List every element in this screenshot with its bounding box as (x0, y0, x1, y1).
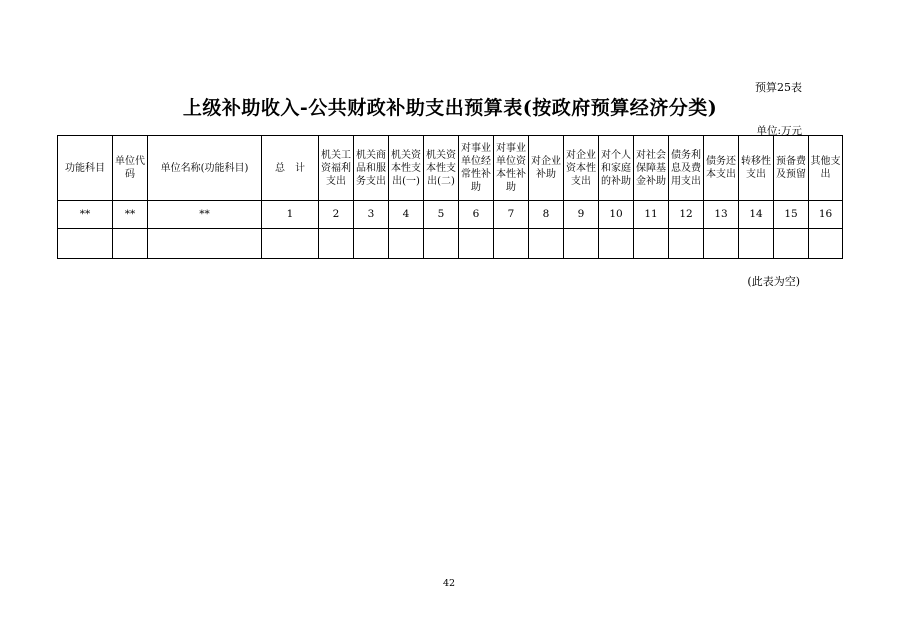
index-cell: 4 (389, 201, 424, 229)
header-cell: 机关资本性支出(一) (389, 136, 424, 201)
index-cell: 8 (529, 201, 564, 229)
index-cell: 11 (634, 201, 669, 229)
index-cell: 5 (424, 201, 459, 229)
index-cell: ** (148, 201, 262, 229)
header-cell: 总 计 (262, 136, 319, 201)
header-cell: 单位代码 (113, 136, 148, 201)
page-number: 42 (442, 578, 456, 589)
header-cell: 对事业单位经常性补助 (459, 136, 494, 201)
empty-data-row (58, 229, 843, 259)
form-number: 预算25表 (755, 81, 802, 94)
empty-cell (58, 229, 113, 259)
empty-cell (529, 229, 564, 259)
header-cell: 转移性支出 (739, 136, 774, 201)
index-cell: 9 (564, 201, 599, 229)
empty-cell (564, 229, 599, 259)
header-cell: 功能科目 (58, 136, 113, 201)
unit-label: 单位:万元 (756, 125, 802, 137)
empty-cell (739, 229, 774, 259)
index-cell: 15 (774, 201, 809, 229)
index-cell: 12 (669, 201, 704, 229)
empty-cell (459, 229, 494, 259)
header-cell: 机关资本性支出(二) (424, 136, 459, 201)
page-title: 上级补助收入-公共财政补助支出预算表(按政府预算经济分类) (182, 97, 718, 119)
header-cell: 单位名称(功能科目) (148, 136, 262, 201)
empty-cell (148, 229, 262, 259)
header-cell: 预备费及预留 (774, 136, 809, 201)
empty-cell (634, 229, 669, 259)
index-cell: 3 (354, 201, 389, 229)
index-cell: 7 (494, 201, 529, 229)
empty-cell (113, 229, 148, 259)
index-cell: ** (58, 201, 113, 229)
index-cell: 1 (262, 201, 319, 229)
empty-cell (494, 229, 529, 259)
empty-cell (319, 229, 354, 259)
header-cell: 对事业单位资本性补助 (494, 136, 529, 201)
empty-cell (262, 229, 319, 259)
budget-table (57, 135, 843, 259)
index-row (58, 201, 843, 229)
index-cell: 14 (739, 201, 774, 229)
empty-cell (774, 229, 809, 259)
empty-cell (389, 229, 424, 259)
empty-table-note: (此表为空) (747, 275, 800, 288)
header-row (58, 136, 843, 201)
header-cell: 机关商品和服务支出 (354, 136, 389, 201)
header-cell: 机关工资福利支出 (319, 136, 354, 201)
header-cell: 对个人和家庭的补助 (599, 136, 634, 201)
header-cell: 对企业补助 (529, 136, 564, 201)
header-cell: 对企业资本性支出 (564, 136, 599, 201)
header-cell: 对社会保障基金补助 (634, 136, 669, 201)
index-cell: 13 (704, 201, 739, 229)
index-cell: 10 (599, 201, 634, 229)
empty-cell (809, 229, 843, 259)
empty-cell (599, 229, 634, 259)
empty-cell (354, 229, 389, 259)
index-cell: ** (113, 201, 148, 229)
empty-cell (669, 229, 704, 259)
index-cell: 2 (319, 201, 354, 229)
header-cell: 债务利息及费用支出 (669, 136, 704, 201)
index-cell: 6 (459, 201, 494, 229)
empty-cell (424, 229, 459, 259)
index-cell: 16 (809, 201, 843, 229)
header-cell: 其他支出 (809, 136, 843, 201)
header-cell: 债务还本支出 (704, 136, 739, 201)
empty-cell (704, 229, 739, 259)
